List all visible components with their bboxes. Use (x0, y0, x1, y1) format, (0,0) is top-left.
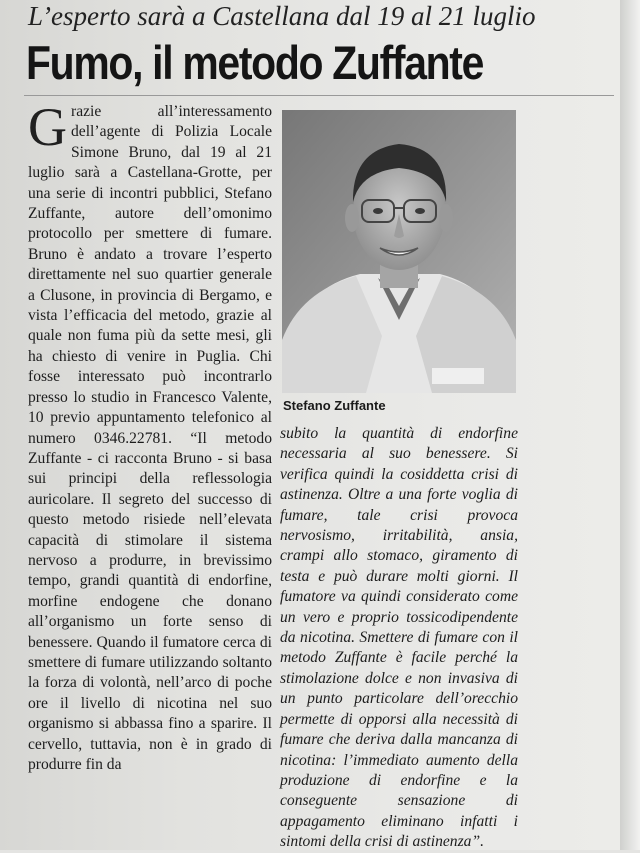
article-headline: Fumo, il metodo Zuffante (26, 36, 484, 89)
drop-cap: G (28, 97, 67, 157)
portrait-photo (282, 110, 516, 393)
adjacent-page-margin (524, 110, 614, 845)
left-column-text: razie all’interessamento dell’agente di Polizia Locale Simone Bruno, dal 19 al 21 luglio sarà a Castellana-Grotte, per una serie di incontri pubblici, Stefano Zuffante, autore dell’omonimo protocollo per smettere di fumare. Bruno è andato a trovare l’esperto direttamente nel suo quartier generale a Clusone, in provincia di Bergamo, e vista l’efficacia del metodo, grazie al quale non fuma più da sette mesi, gli ha chiesto di venire in Puglia. Chi fosse interessato può incontrarlo presso lo studio in Francesco Valente, 10 previo appuntamento telefonico al numero 0346.22781. “Il metodo Zuffante - ci racconta Bruno - si basa sui principi della reflessologia auricolare. Il segreto del successo di questo metodo risiede nell’elevata capacità di stimolare il sistema nervoso a produrre, in brevissimo tempo, grandi quantità di endorfine, morfine endogene che donano all’organismo un forte senso di benessere. Quando il fumatore cerca di smettere di fumare utilizzando soltanto la forza di volontà, nell’arco di poche ore il livello di nicotina nel suo organismo si abbassa fino a sparire. Il cervello, tuttavia, non è in grado di produrre fin da (28, 103, 272, 773)
portrait-photo-image (282, 110, 516, 393)
photo-caption: Stefano Zuffante (283, 398, 386, 413)
article-left-column (28, 97, 272, 775)
article-right-column (280, 424, 518, 853)
page-edge (620, 0, 640, 850)
right-column-text: subito la quantità di endorfine necessaria al suo benessere. Si verifica quindi la cosiddetta crisi di astinenza. Oltre a una forte voglia di fumare, tale crisi provoca nervosismo, irritabilità, ansia, crampi allo stomaco, giramento di testa e può durare molti giorni. Il fumatore va quindi considerato come un vero e proprio tossicodipendente da nicotina. Smettere di fumare con il metodo Zuffante è facile perché la stimolazione dolce e non invasiva di un punto particolare dell’orecchio permette di opporsi alla necessità di fumare che deriva dalla mancanza di nicotina: l’immediato aumento della produzione di endorfine e la conseguente sensazione di appagamento eliminano infatti i sintomi della crisi di astinenza”. (280, 425, 518, 851)
article-kicker: L’esperto sarà a Castellana dal 19 al 21 luglio (28, 1, 536, 31)
headline-divider (24, 95, 614, 96)
